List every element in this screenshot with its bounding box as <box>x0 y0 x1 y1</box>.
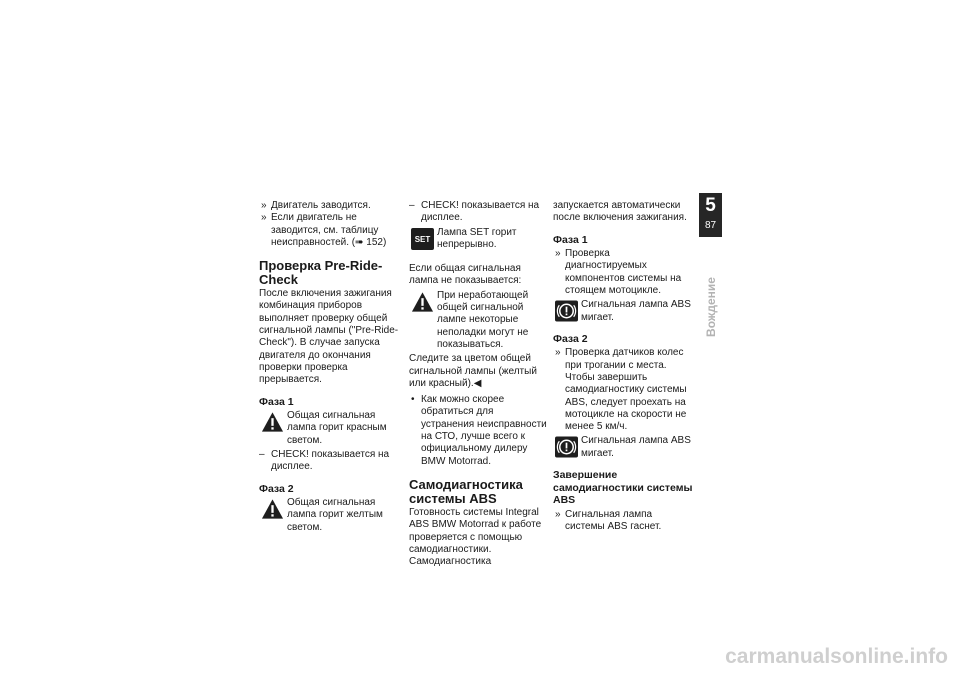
phase-2-heading: Фаза 2 <box>259 482 294 495</box>
result-text: Проверка диагностируемых компонентов системы на стоящем мотоцикле. <box>565 248 682 296</box>
result-marker: » <box>555 347 561 359</box>
dash-text: CHECK! показывается на дисплее. <box>271 448 390 473</box>
set-lamp-icon <box>411 228 434 250</box>
dash-item <box>409 200 549 225</box>
lamp-note <box>409 227 549 252</box>
lamp-note <box>259 410 399 447</box>
chapter-name-text: Вождение <box>703 277 718 337</box>
result-item <box>259 212 399 249</box>
watermark: carmanualsonline.info <box>725 645 948 668</box>
bullet-text: Как можно скорее обратиться для устранения неисправности на СТО, лучше всего к официальному дилеру BMW Motorrad. <box>421 394 547 467</box>
lamp-note <box>553 299 693 324</box>
lamp-text: Общая сигнальная лампа горит желтым светом. <box>287 497 383 533</box>
abs-lamp-icon <box>555 436 578 458</box>
result-text: Проверка датчиков колес при трогании с места. Чтобы завершить самодиагностику системы ABS, следует проехать на мотоцикле на скорости не менее 5 км/ч. <box>565 347 687 433</box>
bullet-marker: • <box>411 394 415 406</box>
result-text: Сигнальная лампа системы ABS гаснет. <box>565 508 662 532</box>
lamp-note <box>553 435 693 460</box>
result-marker: » <box>555 248 561 260</box>
lamp-text: Лампа SET горит непрерывно. <box>437 226 517 250</box>
warning-triangle-icon <box>261 411 284 433</box>
set-lamp-label: SET <box>414 234 431 244</box>
warning-triangle-icon <box>411 291 434 313</box>
dash-text: CHECK! показывается на дисплее. <box>421 200 540 224</box>
paragraph: Если общая сигнальная лампа не показывается: <box>409 263 522 287</box>
abs-lamp-icon <box>555 300 578 322</box>
result-marker: » <box>555 508 561 520</box>
result-marker: » <box>261 200 267 211</box>
lamp-note <box>259 497 399 534</box>
lamp-text: Сигнальная лампа ABS мигает. <box>581 299 691 323</box>
page-number: 87 <box>704 220 717 231</box>
result-text: Если двигатель не заводится, см. таблицу неисправностей. (➠ 152) <box>271 212 387 248</box>
column-3 <box>553 200 693 533</box>
result-item <box>553 347 693 433</box>
column-1 <box>259 200 399 536</box>
result-item <box>553 509 693 534</box>
phase-2-heading: Фаза 2 <box>553 332 588 345</box>
result-item <box>259 200 399 212</box>
dash-item <box>259 449 399 474</box>
chapter-tab <box>699 193 722 237</box>
paragraph: Готовность системы Integral ABS BMW Motorrad к работе проверяется с помощью самодиагностики. Самодиагностика <box>409 506 542 568</box>
column-2 <box>409 200 549 568</box>
paragraph: запускается автоматически после включения зажигания. <box>553 200 687 224</box>
chapter-number: 5 <box>705 195 716 216</box>
section-heading-abs-complete: Завершение самодиагностики системы ABS <box>553 469 693 507</box>
lamp-text: При неработающей общей сигнальной лампе некоторые неполадки могут не показываться. <box>437 289 529 350</box>
paragraph: После включения зажигания комбинация приборов выполняет проверку общей сигнальной лампы ("Pre-Ride-Check"). В случае запуска двигателя до окончания проверки проверка прерывается. <box>259 288 399 386</box>
result-marker: » <box>261 212 267 224</box>
lamp-text: Общая сигнальная лампа горит красным светом. <box>287 410 387 446</box>
phase-1-heading: Фаза 1 <box>259 395 294 408</box>
lamp-text: Сигнальная лампа ABS мигает. <box>581 435 691 459</box>
section-heading-pre-ride-check: Проверка Pre-Ride-Check <box>259 258 383 288</box>
phase-1-heading: Фаза 1 <box>553 233 588 246</box>
bullet-item <box>409 394 549 468</box>
warning-triangle-icon <box>261 498 284 520</box>
chapter-name <box>699 272 722 342</box>
paragraph: Следите за цветом общей сигнальной лампы (желтый или красный).◀ <box>409 353 537 389</box>
result-item <box>553 248 693 297</box>
dash-marker: – <box>259 448 265 460</box>
dash-marker: – <box>409 200 415 211</box>
section-heading-abs-self-diagnosis: Самодиагностика системы ABS <box>409 476 523 506</box>
lamp-note <box>409 290 549 351</box>
result-text: Двигатель заводится. <box>271 200 371 211</box>
